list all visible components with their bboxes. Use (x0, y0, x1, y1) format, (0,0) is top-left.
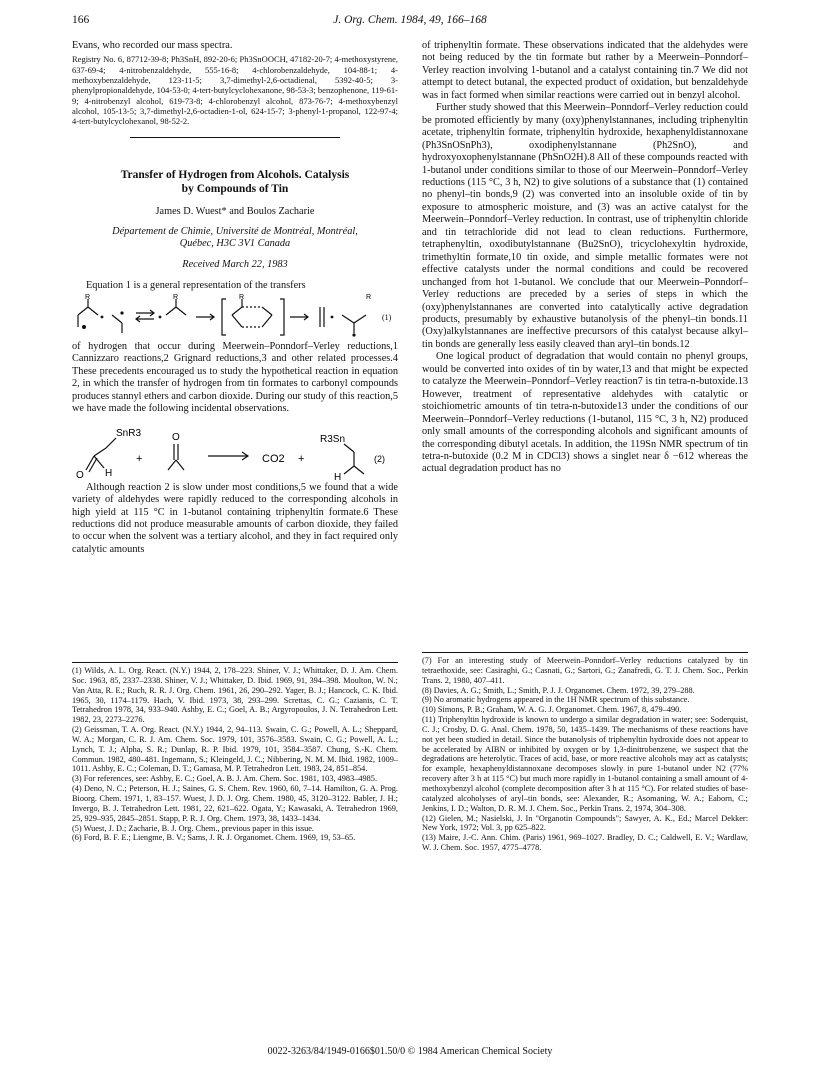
article-separator (130, 137, 340, 138)
article-title-line-1: Transfer of Hydrogen from Alcohols. Catalysis (120, 168, 350, 181)
eq2-plus-1: + (136, 452, 143, 465)
eq1-r-label-3: R (239, 293, 245, 301)
footnote-2: (2) Geissman, T. A. Org. React. (N.Y.) 1944, 2, 94–113. Swain, C. G.; Powell, A. L.; Sheppard, W. A.; Morgan, C. R. J. Am. Chem. Soc. 1979, 101, 3576–3583. Swain, C. G.; Powell, A. L.; Lynch, T. J.; Alpha, S. R.; Dunlap, R. P. Ibid. 1979, 101, 3584–3587. Chung, S.-K. Chem. Commun. 1982, 480–481. Ingemann, S.; Kleingeld, J. C.; Nibbering, N. M. M. Ibid. 1982, 1009–1011. Ashby, E. C.; Coleman, D. T.; Gamasa, M. P. Tetrahedron Lett. 1983, 24, 851–854. (72, 725, 398, 774)
right-column (422, 40, 748, 476)
previous-article-closing: Evans, who recorded our mass spectra. (72, 40, 233, 51)
footnotes-left (72, 662, 398, 843)
page-number: 166 (72, 14, 90, 26)
affiliation-line-2: Québec, H3C 3V1 Canada (179, 237, 291, 249)
article-title-line-2: by Compounds of Tin (181, 182, 289, 195)
equation-1-number: (1) (382, 312, 392, 322)
eq2-co2: CO2 (262, 452, 285, 465)
article-authors: James D. Wuest* and Boulos Zacharie (155, 205, 315, 217)
running-header (72, 14, 748, 32)
equation-2-number: (2) (374, 453, 385, 464)
footnote-9: (9) No aromatic hydrogens appeared in the 1H NMR spectrum of this substance. (422, 695, 690, 705)
journal-citation: J. Org. Chem. 1984, 49, 166–168 (333, 14, 487, 26)
eq2-carbonyl-oxygen: O (172, 431, 180, 443)
paragraph-precedents: of hydrogen that occur during Meerwein–Ponndorf–Verley reductions,1 Cannizzaro reactions,2 Grignard reductions,3 and other related processes.4 These precedents encouraged us to study the hypothetical reaction in equation 2, in which the transfer of hydrogen from tin formates to carbonyl compounds produces stannyl ethers and carbon dioxide. During our study of this reaction,5 we have made the following incidental observations. (72, 340, 398, 415)
equation-1 (72, 293, 398, 341)
eq2-oxygen-label: O (76, 469, 84, 481)
eq2-r3sn-label: R3Sn (320, 433, 346, 445)
registry-numbers: Registry No. 6, 87712-39-8; Ph3SnH, 892-20-6; Ph3SnOOCH, 47182-20-7; 4-methoxystyrene, 637-69-4; 4-nitrobenzaldehyde, 555-16-8; 4-chlorobenzaldehyde, 104-88-1; 4-methoxybenzaldehyde, 123-11-5; 3,7-dimethyl-2,6-octadienal, 5392-40-5; 3-phenylpropionaldehyde, 104-53-0; 4-tert-butylcyclohexanone, 98-53-3; benzophenone, 119-61-9; 4-nitrobenzyl alcohol, 619-73-8; 4-chlorobenzyl alcohol, 873-76-7; 4-methoxybenzyl alcohol, 105-13-5; 3,7-dimethyl-2,6-octadien-1-ol, 624-15-7; 3-phenyl-1-propanol, 122-97-4; 4-tert-butylcyclohexanol, 98-52-2. (72, 54, 398, 127)
paragraph-degradation: One logical product of degradation that would contain no phenyl groups, would be converted into oxides of tin by water,13 and that might be expected to catalyze the Meerwein–Ponndorf–Verley reaction7 is tin tetra-n-butoxide.13 However, treatment of representative aldehydes with catalytic or stoichiometric amounts of tin tetra-n-butoxide13 under the conditions of our Meerwein–Ponndorf–Verley reductions (1-butanol, 115 °C, 3 h, N2) produced only small amounts of the corresponding alcohols and significant amounts of the corresponding dibutyl acetals. In addition, the 119Sn NMR spectrum of tin tetra-n-butoxide (0.2 M in CDCl3) shows a singlet near δ −612 whereas the actual degradation product has no (422, 351, 748, 475)
paragraph-observations: of triphenyltin formate. These observations indicated that the aldehydes were not being reduced by the tin formate but rather by a Meerwein–Ponndorf–Verley reaction involving 1-butanol and a catalyst containing tin.7 We did not attempt to detect butanal, the expected product of oxidation, but benzaldehyde was in fact formed when similar reactions were carried out in benzyl alcohol. (422, 40, 748, 101)
equation-2 (72, 420, 398, 482)
eq1-r-label-2: R (173, 293, 179, 301)
footnote-12: (12) Gielen, M.; Nasielski, J. In "Organotin Compounds"; Sawyer, A. K., Ed.; Marcel Dekker: New York, 1972; Vol. 3, pp 625–822. (422, 813, 748, 833)
paragraph-further-study: Further study showed that this Meerwein–Ponndorf–Verley reduction could be promoted efficiently by many (oxy)phenylstannanes, including triphenyltin acetate, triphenyltin formate, triphenyltin hydroxide, hexaphenyldistannoxane (Ph3SnOSnPh3), oxodiphenylstannane (Ph2SnO), and hydroxyoxophenylstannane (PhSnO2H).8 All of these compounds reacted with 1-butanol under conditions similar to those of our Meerwein–Ponndorf–Verley reductions (115 °C, 3 h, N2) to give solutions of a substance that (1) contained no phenyl–tin bonds,9 (2) was converted into an insoluble oxide of tin by exposure to atmospheric moisture, and (3) was an active catalyst for the Meerwein–Ponndorf–Verley reduction. In contrast, use of triphenyltin chloride and tin tetrachloride did not lead to clean reductions. Furthermore, tetraphenyltin, oxodibutylstannane (Bu2SnO), tricyclohexyltin hydroxide, trimethyltin formate,10 tin oxide, and simple metallic formates were not effective catalysts under the normal conditions and could be recovered unchanged from hot 1-butanol. We conclude that our Meerwein–Ponndorf–Verley reductions are preceded by a series of steps in which the (oxy)phenylstannanes are converted into catalytically active degradation products, presumably by exhaustive butanolysis of the phenyl–tin bonds.11 (Oxy)alkylstannanes are ineffective precursors of this catalyst because alkyl–tin bonds are generally less easily cleaved than aryl–tin bonds.12 (422, 102, 749, 350)
footnote-5: (5) Wuest, J. D.; Zacharie, B. J. Org. Chem., previous paper in this issue. (72, 823, 315, 833)
eq2-plus-2: + (298, 452, 305, 465)
eq2-snr3-label: SnR3 (116, 427, 142, 439)
article-affiliation (72, 226, 398, 251)
received-date: Received March 22, 1983 (182, 259, 288, 271)
footnotes-right (422, 652, 748, 853)
footnote-7: (7) For an interesting study of Meerwein–Ponndorf–Verley reductions catalyzed by tin tetraethoxide, see: Casiraghi, G.; Casnati, G.; Sartori, G.; Zanafredi, G. T. J. Chem. Soc., Perkin Trans. 2, 1980, 407–411. (422, 652, 748, 686)
footnote-4: (4) Deno, N. C.; Peterson, H. J.; Saines, G. S. Chem. Rev. 1960, 60, 7–14. Hamilton, G. A. Prog. Bioorg. Chem. 1971, 1, 83–157. Wuest, J. D. J. Org. Chem. 1980, 45, 3120–3122. Babler, J. H.; Invergo, B. J. Tetrahedron Lett. 1981, 22, 621–622. Ogata, Y.; Kawasaki, A. Tetrahedron 1969, 25, 929–935, 2845–2851. Stapp, P. R. J. Org. Chem. 1973, 38, 1433–1434. (72, 784, 398, 823)
copyright-footer: 0022-3263/84/1949-0166$01.50/0 © 1984 American Chemical Society (267, 1046, 553, 1057)
affiliation-line-1: Département de Chimie, Université de Montréal, Montréal, (112, 225, 358, 237)
footnote-1: (1) Wilds, A. L. Org. React. (N.Y.) 1944, 2, 178–223. Shiner, V. J.; Whittaker, D. J. Am. Chem. Soc. 1963, 85, 2337–2338. Shiner, V. J.; Whittaker, D. Ibid. 1969, 91, 394–398. Moulton, W. N.; Van Atta, R. E.; Ruch, R. R. J. Org. Chem. 1961, 26, 290–292. Yager, B. J.; Hancock, C. K. Ibid. 1965, 30, 1174–1179. Hach, V. Ibid. 1973, 38, 293–299. Screttas, C. G.; Cazianis, C. T. Tetrahedron 1978, 34, 933–940. Ashby, E. C.; Goel, A. B.; Argyropoulos, J. N. Tetrahedron Lett. 1982, 23, 2273–2276. (72, 666, 398, 725)
footnote-8: (8) Davies, A. G.; Smith, L.; Smith, P. J. J. Organomet. Chem. 1972, 39, 279–288. (422, 685, 695, 695)
eq1-r-label-4: R (366, 293, 372, 301)
article-title (72, 168, 398, 196)
footnote-13: (13) Maire, J.-C. Ann. Chim. (Paris) 1961, 969–1027. Bradley, D. C.; Caldwell, E. V.; Wardlaw, W. J. Chem. Soc. 1957, 4775–4778. (422, 833, 748, 853)
eq2-hydrogen-label: H (105, 467, 113, 479)
paragraph-intro: Equation 1 is a general representation of the transfers (86, 280, 306, 292)
eq2-product-hydrogen: H (334, 471, 342, 482)
paragraph-reaction-2: Although reaction 2 is slow under most conditions,5 we found that a wide variety of aldehydes were rapidly reduced to the corresponding alcohols in high yield at 115 °C in 1-butanol containing triphenyltin formate.6 These reductions did not produce measurable amounts of carbon dioxide, they failed to occur when the solvent was a tertiary alcohol, and they in fact required only catalytic amounts (72, 481, 398, 555)
footnote-rule-left (72, 662, 398, 663)
eq1-r-label: R (85, 293, 91, 301)
left-column (72, 40, 398, 556)
footnote-11: (11) Triphenyltin hydroxide is known to undergo a similar degradation in water; see: Soderquist, C. J.; Crosby, D. G. Anal. Chem. 1978, 50, 1435–1439. The mechanisms of these reactions have not yet been studied in detail. Since the butanolysis of triphenyltin hydroxide does not appear to be accelerated by AIBN or inhibited by oxygen or by 1,3-dinitrobenzene, we suspect that the degradations are heterolytic. Traces of acid, base, or more reactive alcohols may act as catalysts; for example, hexaphenyldistannoxane decomposes slowly in pure 1-butanol under N2 (77% recovery after 3 h at 115 °C) but much more rapidly in 1-butanol containing a small amount of 4-methoxybenzyl alcohol (complete decomposition after 3 h at 115 °C). For related studies of base-catalyzed alcoholyses of aryl–tin bonds, see: Alexander, R.; Asomaning, W. A.; Eaborn, C.; Jenkins, I. D.; Walton, D. R. M. J. Chem. Soc., Perkin Trans. 2, 1974, 304–308. (422, 715, 748, 813)
footnote-3: (3) For references, see: Ashby, E. C.; Goel, A. B. J. Am. Chem. Soc. 1981, 103, 4983–4985. (72, 774, 378, 784)
footnote-10: (10) Simons, P. B.; Graham, W. A. G. J. Organomet. Chem. 1967, 8, 479–490. (422, 705, 682, 715)
footnote-6: (6) Ford, B. F. E.; Liengme, B. V.; Sams, J. R. J. Organomet. Chem. 1969, 19, 53–65. (72, 833, 356, 843)
